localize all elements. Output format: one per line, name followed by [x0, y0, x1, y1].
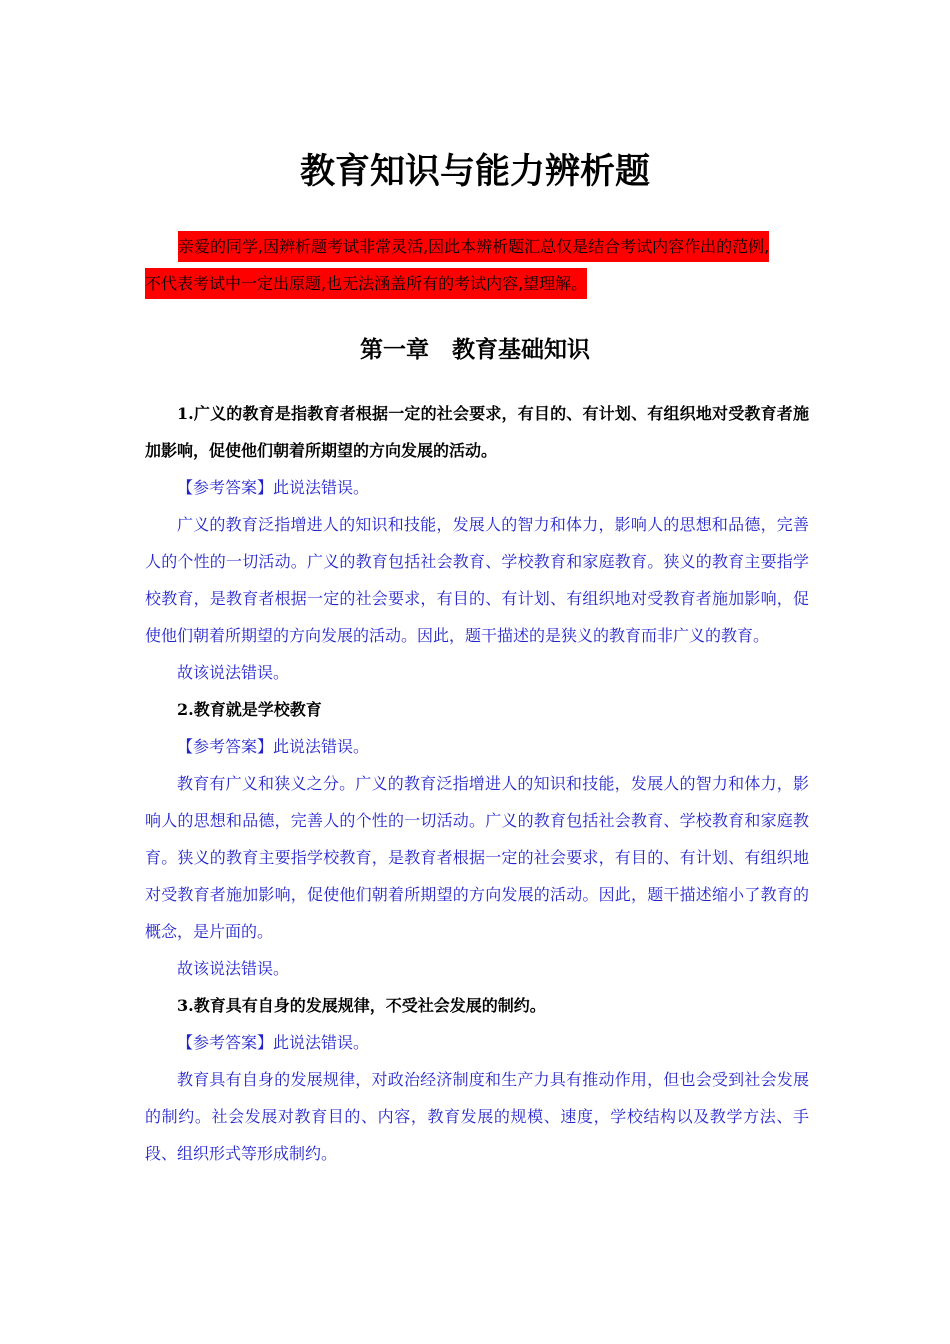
question-1: 1.广义的教育是指教育者根据一定的社会要求，有目的、有计划、有组织地对受教育者施加影响，促使他们朝着所期望的方向发展的活动。 — [145, 404, 809, 460]
answer-label-3: 【参考答案】此说法错误。 — [177, 1033, 370, 1052]
explanation-3: 教育具有自身的发展规律，对政治经济制度和生产力具有推动作用，但也会受到社会发展的制约。社会发展对教育目的、内容，教育发展的规模、速度，学校结构以及教学方法、手段、组织形式等形成制约。 — [145, 1070, 809, 1163]
answer-label-1: 【参考答案】此说法错误。 — [177, 478, 370, 497]
notice-banner — [145, 228, 807, 302]
conclusion-1: 故该说法错误。 — [177, 663, 290, 682]
explanation-2: 教育有广义和狭义之分。广义的教育泛指增进人的知识和技能，发展人的智力和体力，影响人的思想和品德，完善人的个性的一切活动。广义的教育包括社会教育、学校教育和家庭教育。狭义的教育主要指学校教育，是教育者根据一定的社会要求，有目的、有计划、有组织地对受教育者施加影响，促使他们朝着所期望的方向发展的活动。因此，题干描述缩小了教育的概念，是片面的。 — [145, 774, 809, 941]
questions-section — [145, 395, 809, 1172]
conclusion-2: 故该说法错误。 — [177, 959, 290, 978]
notice-line-2: 不代表考试中一定出原题,也无法涵盖所有的考试内容,望理解。 — [145, 268, 587, 299]
chapter-title: 第一章 教育基础知识 — [360, 337, 590, 363]
question-2: 2.教育就是学校教育 — [177, 700, 322, 719]
question-3: 3.教育具有自身的发展规律，不受社会发展的制约。 — [177, 996, 546, 1015]
document-title: 教育知识与能力辨析题 — [299, 152, 650, 192]
notice-line-1: 亲爱的同学,因辨析题考试非常灵活,因此本辨析题汇总仅是结合考试内容作出的范例, — [178, 231, 769, 262]
explanation-1: 广义的教育泛指增进人的知识和技能，发展人的智力和体力，影响人的思想和品德，完善人的个性的一切活动。广义的教育包括社会教育、学校教育和家庭教育。狭义的教育主要指学校教育，是教育者根据一定的社会要求，有目的、有计划、有组织地对受教育者施加影响，促使他们朝着所期望的方向发展的活动。因此，题干描述的是狭义的教育而非广义的教育。 — [145, 515, 809, 645]
answer-label-2: 【参考答案】此说法错误。 — [177, 737, 370, 756]
